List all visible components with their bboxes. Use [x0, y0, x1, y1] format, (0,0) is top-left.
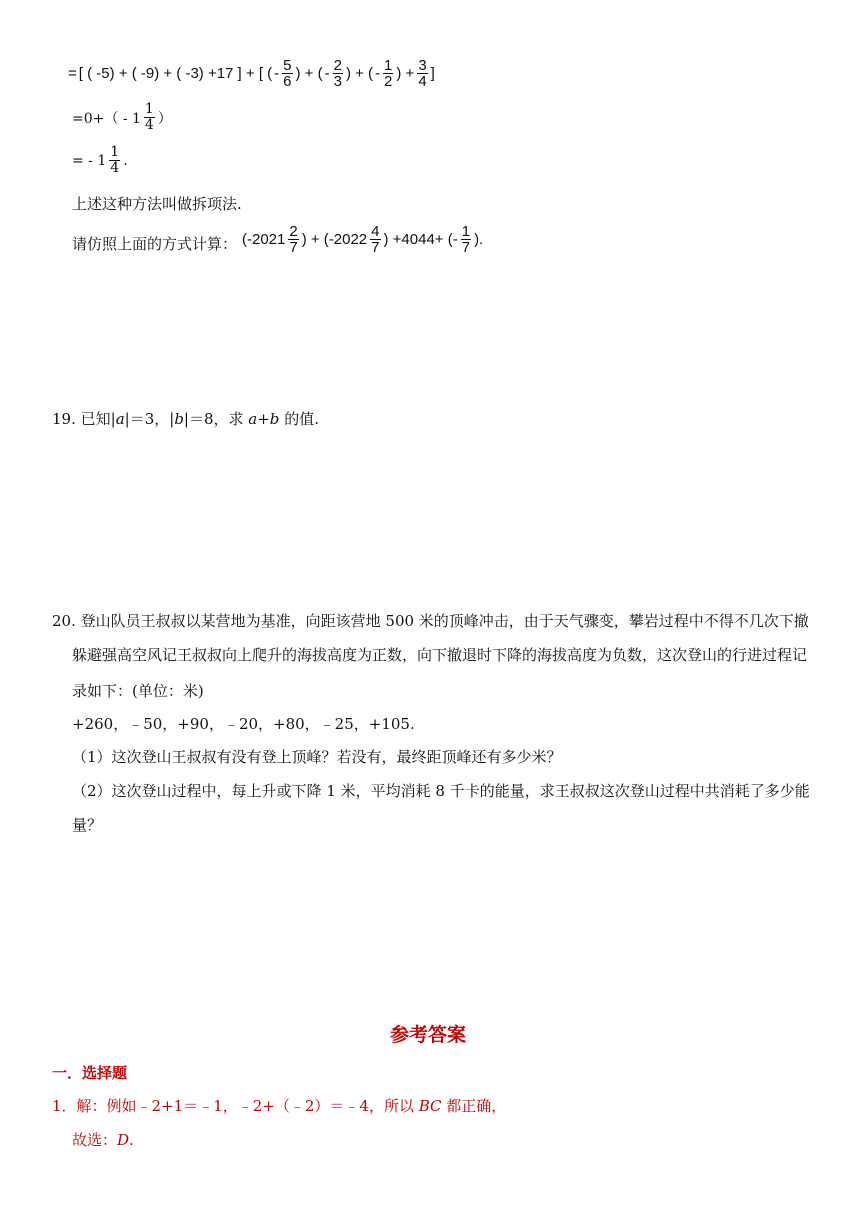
- sub-question-2-line-1: （2）这次登山过程中，每上升或下降 1 米，平均消耗 8 千卡的能量，求王叔叔这次登山过程中共消耗了多少能: [72, 782, 810, 800]
- fraction: [333, 58, 343, 89]
- question-text: 登山队员王叔叔以某营地为基准，向距该营地 500 米的顶峰冲击，由于天气骤变，攀岩过程中不得不几次下撤: [80, 612, 809, 630]
- calc-line-1-mid3: ) +: [396, 65, 415, 82]
- answer-text: 1．解：例如﹣2+1＝﹣1，﹣2+（﹣2）＝﹣4，所以: [52, 1097, 419, 1115]
- calc-line-2-end: ）: [157, 110, 172, 127]
- fraction-denominator: 2: [384, 73, 393, 90]
- fraction-denominator: 3: [333, 73, 342, 90]
- fraction: [383, 58, 393, 89]
- section-heading: 一．选择题: [52, 1064, 128, 1082]
- calc-line-2-prefix: =0+（ - 1: [72, 110, 141, 127]
- calc-line-1-end: ]: [430, 65, 435, 82]
- question-19: [52, 409, 319, 429]
- question-number: 19.: [52, 410, 76, 428]
- question-text: |＝8，求: [183, 410, 249, 428]
- fraction-denominator: 7: [461, 239, 471, 256]
- question-20-line-3: 录如下：(单位：米): [72, 682, 204, 700]
- calc-line-1-prefix: =: [68, 65, 77, 82]
- altitude-records: +260，﹣50，+90，﹣20，+80，﹣25，+105.: [72, 715, 415, 733]
- fraction-denominator: 7: [289, 239, 298, 256]
- fraction-denominator: 4: [418, 73, 427, 90]
- fraction-denominator: 7: [371, 239, 380, 256]
- answer-options-bc: BC: [418, 1097, 442, 1115]
- calc-line-2: [72, 102, 172, 133]
- answer-1-line-1: [52, 1096, 506, 1116]
- sub-question-2-line-2: 量？: [72, 816, 103, 834]
- question-number: 20.: [52, 612, 76, 630]
- answer-text: .: [129, 1131, 134, 1149]
- sub-question-1: （1）这次登山王叔叔有没有登上顶峰？若没有，最终距顶峰还有多少米？: [72, 748, 562, 766]
- calc-line-1-f1-sign: -: [274, 65, 280, 82]
- question-20-line-1: [52, 611, 809, 631]
- fraction-numerator: 5: [283, 57, 292, 74]
- question-text: 已知|: [80, 410, 116, 428]
- method-note: 上述这种方法叫做拆项法.: [72, 195, 242, 213]
- fraction-numerator: 1: [384, 57, 393, 74]
- fraction-denominator: 6: [283, 73, 292, 90]
- fraction: [288, 224, 298, 255]
- expr-part-2: ) + (-2022: [301, 231, 368, 248]
- expr-part-3: ) +4044+ (-: [383, 231, 458, 248]
- expr-part-1: (-2021: [242, 231, 286, 248]
- fraction-denominator: 4: [110, 160, 120, 176]
- variable-b: b: [174, 410, 184, 428]
- fraction-numerator: 2: [333, 57, 342, 74]
- calc-line-1-f3-sign: -: [375, 65, 381, 82]
- calc-line-1-part1: [ ( -5) + ( -9) + ( -3) +17 ] + [ (: [78, 65, 273, 82]
- calc-line-3-end: .: [123, 152, 128, 169]
- fraction: [461, 224, 471, 255]
- fraction: [109, 145, 120, 176]
- exercise-expression: [242, 224, 483, 255]
- fraction: [144, 102, 155, 133]
- question-text: 的值.: [279, 410, 319, 428]
- fraction-numerator: 1: [110, 144, 120, 160]
- variable-sum: a+b: [248, 410, 280, 428]
- answer-text: 故选：: [72, 1131, 118, 1149]
- calc-line-1-f2-sign: -: [324, 65, 330, 82]
- fraction-denominator: 4: [144, 117, 154, 133]
- calc-line-1: [68, 58, 435, 89]
- answers-title: 参考答案: [390, 1024, 467, 1046]
- answer-text: 都正确，: [441, 1097, 507, 1115]
- variable-a: a: [115, 410, 125, 428]
- answer-1-line-2: [72, 1130, 134, 1150]
- fraction-numerator: 3: [418, 57, 427, 74]
- instruction-text: 请仿照上面的方式计算：: [72, 235, 238, 253]
- answer-choice-d: D: [117, 1131, 130, 1149]
- fraction: [282, 58, 292, 89]
- calc-line-3-prefix: = - 1: [72, 152, 107, 169]
- fraction-numerator: 2: [289, 223, 298, 240]
- calc-line-1-mid1: ) + (: [295, 65, 323, 82]
- expr-part-4: ).: [474, 231, 484, 248]
- question-text: |＝3，|: [124, 410, 175, 428]
- question-20-line-2: 躲避强高空风记王叔叔向上爬升的海拔高度为正数，向下撤退时下降的海拔高度为负数，这次登山的行进过程记: [72, 646, 808, 664]
- fraction-numerator: 4: [371, 223, 380, 240]
- fraction-numerator: 1: [144, 101, 154, 117]
- calc-line-3: [72, 145, 128, 176]
- fraction-numerator: 1: [461, 223, 471, 240]
- calc-line-1-mid2: ) + (: [345, 65, 374, 82]
- fraction: [370, 224, 380, 255]
- fraction: [417, 58, 427, 89]
